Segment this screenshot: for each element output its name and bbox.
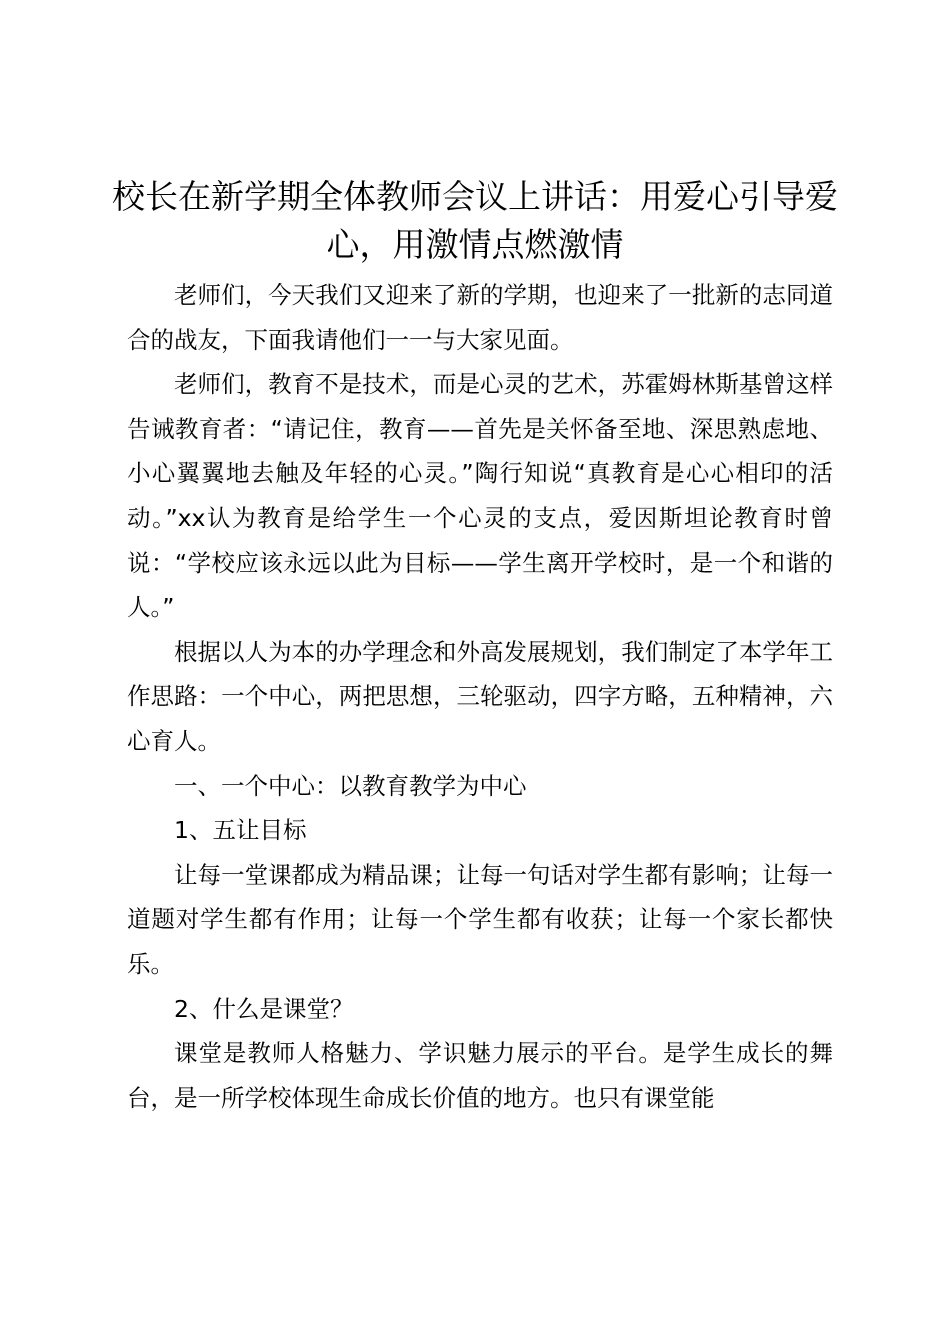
paragraph-five-goals: 让每一堂课都成为精品课；让每一句话对学生都有影响；让每一道题对学生都有作用；让每一个学生都有收获；让每一个家长都快乐。 — [127, 860, 833, 978]
document-title: 校长在新学期全体教师会议上讲话：用爱心引导爱心，用激情点燃激情 — [112, 177, 838, 264]
document-body — [127, 273, 833, 1120]
section-heading-one-center: 一、一个中心：以教育教学为中心 — [174, 771, 527, 800]
subheading-what-is-classroom: 2、什么是课堂？ — [174, 994, 354, 1023]
paragraph-work-plan: 根据以人为本的办学理念和外高发展规划，我们制定了本学年工作思路：一个中心，两把思想，三轮驱动，四字方略，五种精神，六心育人。 — [127, 637, 833, 755]
paragraph-classroom: 课堂是教师人格魅力、学识魅力展示的平台。是学生成长的舞台，是一所学校体现生命成长价值的地方。也只有课堂能 — [127, 1039, 833, 1112]
paragraph-greeting: 老师们，今天我们又迎来了新的学期，也迎来了一批新的志同道合的战友，下面我请他们一一与大家见面。 — [127, 281, 833, 354]
subheading-five-goals: 1、五让目标 — [174, 816, 307, 845]
paragraph-education-art: 老师们，教育不是技术，而是心灵的艺术，苏霍姆林斯基曾这样告诫教育者：“请记住，教育——首先是关怀备至地、深思熟虑地、小心翼翼地去触及年轻的心灵。”陶行知说“真教育是心心相印的活动。”xx认为教育是给学生一个心灵的支点，爱因斯坦论教育时曾说：“学校应该永远以此为目标——学生离开学校时，是一个和谐的人。” — [127, 370, 833, 622]
